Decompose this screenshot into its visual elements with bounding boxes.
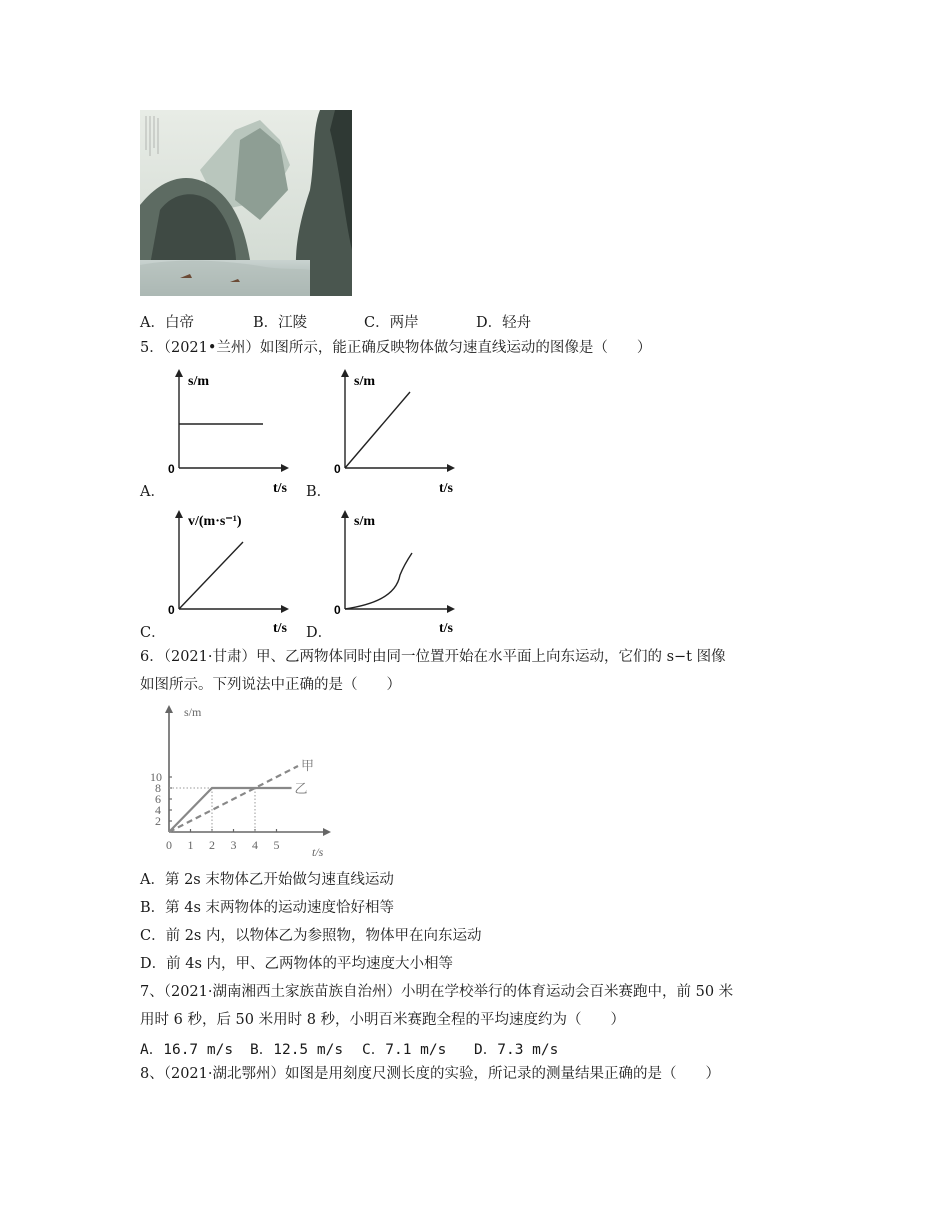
q5c-origin: 0 <box>168 603 175 617</box>
q6-series-line-yi <box>169 788 292 832</box>
q8-stem: 8、（2021·湖北鄂州）如图是用刻度尺测长度的实验，所记录的测量结果正确的是（ ） <box>140 1066 720 1082</box>
q5b-origin: 0 <box>334 462 341 476</box>
q6-y-tick-label: 8 <box>155 781 161 795</box>
q6-stem-line1: 6．（2021·甘肃）甲、乙两物体同时由同一位置开始在水平面上向东运动，它们的 s−t 图像 <box>140 649 726 665</box>
q6-y-tick-label: 4 <box>155 803 161 817</box>
q4-option-d[interactable]: D．轻舟 <box>476 315 532 331</box>
q5-label-d[interactable]: D． <box>306 625 333 641</box>
q6-x-tick-label: 1 <box>187 838 194 852</box>
q5a-origin: 0 <box>168 462 175 476</box>
q5c-ylabel: v/(m·s⁻¹) <box>188 514 242 529</box>
q7-option-d[interactable]: D．7.3 m/s <box>474 1042 559 1058</box>
q4-option-a[interactable]: A．白帝 <box>140 315 194 331</box>
q5-graph-d <box>326 505 466 635</box>
q6-x-tick-label: 3 <box>230 838 237 852</box>
q5d-xlabel: t/s <box>439 621 453 635</box>
q5-graph-b <box>326 365 466 495</box>
q7-option-b[interactable]: B．12.5 m/s <box>250 1042 344 1058</box>
q5b-xlabel: t/s <box>439 481 453 495</box>
q6-option-c[interactable]: C．前 2s 内，以物体乙为参照物，物体甲在向东运动 <box>140 928 482 944</box>
q5a-xlabel: t/s <box>273 481 287 495</box>
q6-stem-line2: 如图所示。下列说法中正确的是（ ） <box>140 677 401 693</box>
q6-series-label: 甲 <box>301 759 315 774</box>
q7-option-a[interactable]: A．16.7 m/s <box>140 1042 234 1058</box>
q5-label-a[interactable]: A． <box>140 484 165 500</box>
q6-y-tick-label: 2 <box>155 814 161 828</box>
q6-y-tick-label: 6 <box>155 792 161 806</box>
q6-series-line-jia <box>169 766 298 832</box>
q5-graph-c <box>160 505 300 635</box>
q5d-origin: 0 <box>334 603 341 617</box>
q5d-ylabel: s/m <box>354 514 375 529</box>
q6-x-tick-label: 4 <box>252 838 258 852</box>
q6-option-b[interactable]: B．第 4s 末两物体的运动速度恰好相等 <box>140 900 395 916</box>
q7-stem-line1: 7、（2021·湖南湘西土家族苗族自治州）小明在学校举行的体育运动会百米赛跑中，前 50 米 <box>140 984 734 1000</box>
q6-option-d[interactable]: D．前 4s 内，甲、乙两物体的平均速度大小相等 <box>140 956 454 972</box>
q6-st-chart <box>140 700 340 860</box>
q6-x-tick-label: 5 <box>273 838 280 852</box>
q5c-xlabel: t/s <box>273 621 287 635</box>
q6-option-a[interactable]: A．第 2s 末物体乙开始做匀速直线运动 <box>140 872 394 888</box>
q6-ylabel: s/m <box>184 705 202 719</box>
landscape-painting-image <box>140 110 352 296</box>
q6-series-label: 乙 <box>294 782 308 797</box>
q5-label-c[interactable]: C． <box>140 625 166 641</box>
q5a-ylabel: s/m <box>188 374 209 389</box>
q4-option-c[interactable]: C．两岸 <box>364 315 419 331</box>
q7-option-c[interactable]: C．7.1 m/s <box>362 1042 447 1058</box>
q7-stem-line2: 用时 6 秒，后 50 米用时 8 秒，小明百米赛跑全程的平均速度约为（ ） <box>140 1012 626 1028</box>
q6-x-tick-label: 2 <box>209 838 215 852</box>
q6-x-tick-label: 0 <box>166 838 172 852</box>
q5-stem: 5．（2021•兰州）如图所示，能正确反映物体做匀速直线运动的图像是（ ） <box>140 340 652 356</box>
q6-xlabel: t/s <box>312 845 324 859</box>
q6-y-tick-label: 10 <box>150 770 162 784</box>
q4-option-b[interactable]: B．江陵 <box>253 315 308 331</box>
q5-label-b[interactable]: B． <box>306 484 332 500</box>
q5b-ylabel: s/m <box>354 374 375 389</box>
q5-graph-a <box>160 365 300 495</box>
